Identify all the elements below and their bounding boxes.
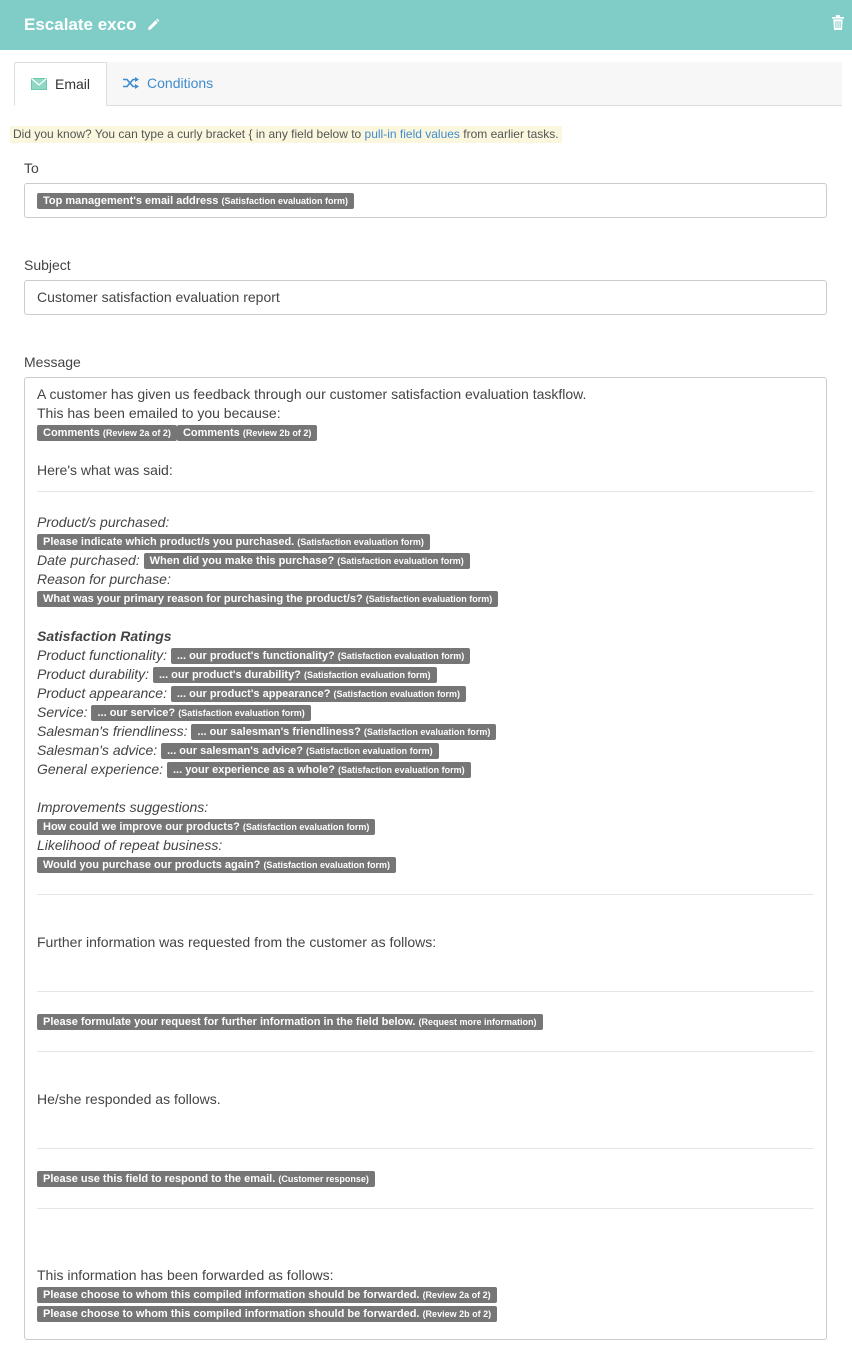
field-tag[interactable]: ... our salesman's friendliness? (Satisfaction evaluation form) [191, 724, 496, 740]
field-tag[interactable]: How could we improve our products? (Satisfaction evaluation form) [37, 819, 375, 835]
tab-conditions-label: Conditions [147, 75, 214, 91]
field-tag[interactable]: Please indicate which product/s you purchased. (Satisfaction evaluation form) [37, 534, 430, 550]
rating-label: Service: [37, 704, 88, 720]
field-tag[interactable]: Please use this field to respond to the email. (Customer response) [37, 1171, 375, 1187]
pencil-icon[interactable] [146, 18, 160, 32]
field-tag[interactable]: ... our product's functionality? (Satisfaction evaluation form) [171, 648, 470, 664]
field-tag[interactable]: ... our product's durability? (Satisfaction evaluation form) [153, 667, 437, 683]
task-title: Escalate exco [24, 15, 137, 34]
products-label: Product/s purchased: [37, 514, 170, 530]
message-field[interactable] [24, 377, 827, 1340]
to-label: To [24, 160, 39, 176]
intro-line-2: This has been emailed to you because: [37, 405, 281, 421]
date-label: Date purchased: [37, 552, 140, 568]
task-header [0, 0, 852, 50]
trash-icon[interactable] [832, 15, 844, 30]
field-tag[interactable]: Please choose to whom this compiled information should be forwarded. (Review 2a of 2) [37, 1287, 497, 1303]
tab-email-label: Email [55, 76, 91, 92]
field-tag[interactable]: Would you purchase our products again? (Satisfaction evaluation form) [37, 857, 396, 873]
rating-label: Salesman's advice: [37, 742, 158, 758]
forwarded-line: This information has been forwarded as follows: [37, 1267, 334, 1283]
ratings-heading: Satisfaction Ratings [37, 628, 172, 644]
message-label: Message [24, 354, 81, 370]
field-tag[interactable]: ... our product's appearance? (Satisfaction evaluation form) [171, 686, 466, 702]
tip-banner [10, 126, 562, 143]
field-tag[interactable]: What was your primary reason for purchasing the product/s? (Satisfaction evaluation form) [37, 591, 498, 607]
subject-label: Subject [24, 257, 71, 273]
intro-line-1: A customer has given us feedback through our customer satisfaction evaluation taskflow. [37, 386, 587, 402]
rating-label: Product functionality: [37, 647, 167, 663]
rating-label: Product appearance: [37, 685, 167, 701]
field-tag[interactable]: Top management's email address (Satisfaction evaluation form) [37, 193, 354, 209]
envelope-icon [31, 78, 47, 90]
reason-label: Reason for purchase: [37, 571, 171, 587]
improve-label: Improvements suggestions: [37, 799, 209, 815]
repeat-label: Likelihood of repeat business: [37, 837, 223, 853]
field-tag[interactable]: Comments (Review 2b of 2) [177, 425, 317, 441]
tab-bar [14, 62, 842, 106]
shuffle-icon [123, 77, 139, 89]
field-tag[interactable]: ... our salesman's advice? (Satisfaction evaluation form) [161, 743, 439, 759]
field-tag[interactable]: Please formulate your request for further information in the field below. (Request more information) [37, 1014, 543, 1030]
subject-field[interactable]: Customer satisfaction evaluation report [24, 280, 827, 315]
rating-label: Product durability: [37, 666, 150, 682]
tab-email[interactable] [14, 62, 107, 106]
rating-label: Salesman's friendliness: [37, 723, 188, 739]
comments-tags [37, 423, 814, 442]
field-tag[interactable]: Comments (Review 2a of 2) [37, 425, 177, 441]
responded-line: He/she responded as follows. [37, 1091, 221, 1107]
field-tag[interactable]: ... your experience as a whole? (Satisfaction evaluation form) [167, 762, 471, 778]
tab-conditions[interactable] [107, 61, 229, 105]
tip-suffix: from earlier tasks. [459, 127, 559, 141]
tip-prefix: Did you know? You can type a curly bracket { in any field below to [13, 127, 365, 141]
field-tag[interactable]: Please choose to whom this compiled information should be forwarded. (Review 2b of 2) [37, 1306, 497, 1322]
to-field[interactable] [24, 183, 827, 218]
what-said-line: Here's what was said: [37, 462, 173, 478]
pull-in-link[interactable]: pull-in field values [364, 127, 460, 141]
rating-label: General experience: [37, 761, 164, 777]
field-tag[interactable]: When did you make this purchase? (Satisfaction evaluation form) [144, 553, 470, 569]
field-tag[interactable]: ... our service? (Satisfaction evaluation form) [91, 705, 310, 721]
further-info-line: Further information was requested from the customer as follows: [37, 934, 437, 950]
